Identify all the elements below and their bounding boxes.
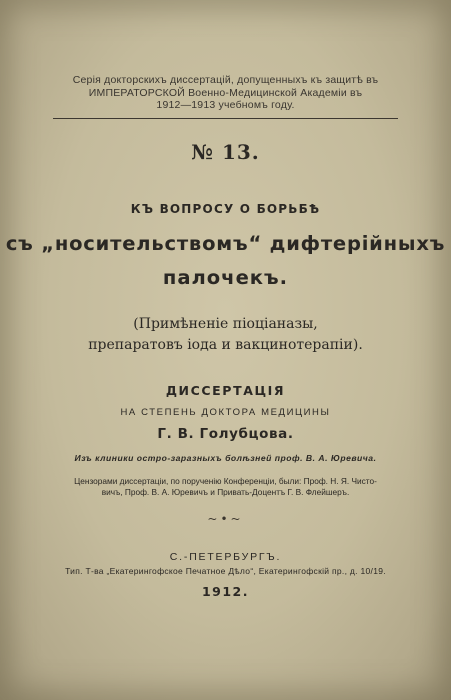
title-lead: КЪ ВОПРОСУ О БОРЬБѢ	[130, 202, 321, 216]
subtitle-line-1: (Примѣненіе піоціаназы,	[133, 316, 318, 332]
printer-line: Тип. Т-ва „Екатерингофское Печатное Дѣло“, Екатерингофскій пр., д. 10/19.	[65, 566, 386, 576]
degree-line: НА СТЕПЕНЬ ДОКТОРА МЕДИЦИНЫ	[120, 407, 331, 418]
publication-city: С.-ПЕТЕРБУРГЪ.	[169, 551, 282, 563]
publication-year: 1912.	[201, 584, 250, 599]
censors-line-1: Цензорами диссертаціи, по порученію Конференціи, были: Проф. Н. Я. Чисто-	[74, 476, 377, 486]
dissertation-heading: ДИССЕРТАЦІЯ	[165, 383, 286, 398]
clinic-line: Изъ клиники остро-заразныхъ болѣзней проф. В. А. Юревича.	[74, 453, 377, 463]
title-line-1: съ „носительствомъ“ дифтерійныхъ	[5, 232, 446, 255]
censors-line-2: вичъ, Проф. В. А. Юревичъ и Привать-Доцентъ Г. В. Флейшеръ.	[101, 487, 350, 497]
ornament-divider: ~•~	[207, 512, 244, 526]
divider-line	[53, 118, 398, 119]
title-line-2: палочекъ.	[162, 266, 289, 289]
series-line-3: 1912—1913 учебномъ году.	[156, 99, 295, 111]
author-name: Г. В. Голубцова.	[157, 426, 294, 442]
subtitle-line-2: препаратовъ іода и вакцинотерапіи).	[88, 337, 363, 353]
censors-note	[0, 476, 451, 498]
series-note	[0, 74, 451, 112]
series-line-1: Серія докторскихъ диссертацій, допущенныхъ къ защитѣ въ	[72, 74, 379, 86]
volume-number: № 13.	[191, 140, 260, 164]
series-line-2: ИМПЕРАТОРСКОЙ Военно-Медицинской Академіи въ	[88, 86, 363, 99]
